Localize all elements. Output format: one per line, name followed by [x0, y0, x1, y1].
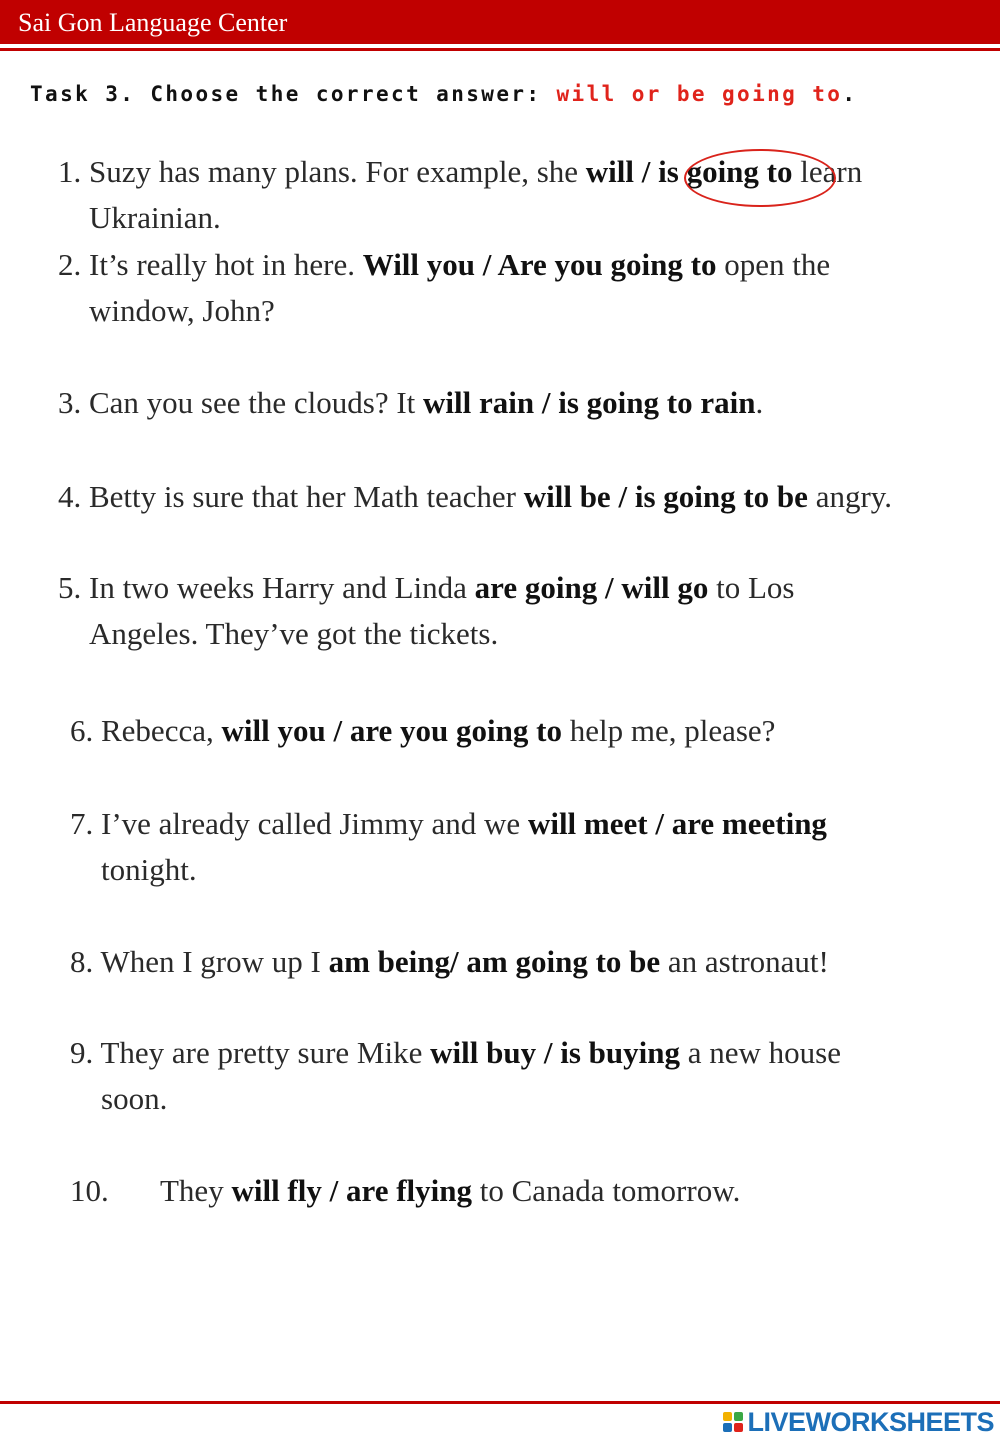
- question-8: [70, 939, 829, 985]
- option-1[interactable]: will meet: [527, 806, 648, 841]
- question-number: 4.: [58, 479, 82, 514]
- task-label: Task 3. Choose the correct answer:: [30, 82, 557, 106]
- option-separator: /: [634, 154, 659, 189]
- header-rule: [0, 48, 1000, 51]
- option-2[interactable]: is going to rain: [558, 385, 756, 420]
- question-continuation: Ukrainian.: [89, 200, 221, 235]
- option-separator: /: [536, 1035, 561, 1070]
- task-heading: [30, 82, 857, 106]
- question-7: [70, 801, 827, 893]
- question-text-end: learn: [792, 154, 863, 189]
- option-1[interactable]: will be: [523, 479, 611, 514]
- option-separator: /: [647, 806, 672, 841]
- question-6: [70, 708, 775, 754]
- question-number: 7.: [70, 806, 94, 841]
- question-text: They: [160, 1173, 232, 1208]
- option-separator: /: [321, 1173, 346, 1208]
- header-title: Sai Gon Language Center: [18, 8, 288, 37]
- task-end: .: [842, 82, 858, 106]
- question-continuation: window, John?: [89, 293, 275, 328]
- question-9: [70, 1030, 841, 1122]
- question-5: [58, 565, 794, 657]
- question-number: 1.: [58, 154, 82, 189]
- question-text: In two weeks Harry and Linda: [81, 570, 475, 605]
- option-separator: /: [610, 479, 635, 514]
- option-separator: /: [450, 944, 467, 979]
- footer-rule: [0, 1401, 1000, 1404]
- option-separator: /: [325, 713, 350, 748]
- question-text: I’ve already called Jimmy and we: [93, 806, 528, 841]
- option-2[interactable]: am going to be: [466, 944, 661, 979]
- option-2[interactable]: is going to be: [634, 479, 808, 514]
- question-3: [58, 380, 763, 426]
- task-highlight: will or be going to: [556, 82, 843, 106]
- question-text-end: .: [755, 385, 764, 420]
- option-1[interactable]: will: [585, 154, 635, 189]
- question-number: 8.: [70, 944, 94, 979]
- question-text: Suzy has many plans. For example, she: [81, 154, 586, 189]
- question-continuation: Angeles. They’ve got the tickets.: [89, 616, 499, 651]
- option-separator: /: [534, 385, 559, 420]
- option-1[interactable]: am being: [328, 944, 451, 979]
- question-number: 6.: [70, 713, 94, 748]
- option-separator: /: [597, 570, 622, 605]
- option-1[interactable]: will buy: [430, 1035, 537, 1070]
- question-number: 5.: [58, 570, 82, 605]
- question-2: [58, 242, 830, 334]
- question-text: Betty is sure that her Math teacher: [81, 479, 524, 514]
- option-1[interactable]: are going: [474, 570, 598, 605]
- question-continuation: tonight.: [101, 852, 197, 887]
- option-2[interactable]: are flying: [346, 1173, 472, 1208]
- option-2[interactable]: Are you going to: [497, 247, 717, 282]
- option-2[interactable]: is going to: [658, 154, 793, 189]
- question-text-end: open the: [716, 247, 831, 282]
- question-text: They are pretty sure Mike: [93, 1035, 431, 1070]
- question-10: [70, 1168, 740, 1214]
- option-2[interactable]: is buying: [560, 1035, 680, 1070]
- question-number: 10.: [70, 1173, 109, 1208]
- option-1[interactable]: will rain: [423, 385, 535, 420]
- question-number: 3.: [58, 385, 82, 420]
- question-text-end: angry.: [807, 479, 893, 514]
- question-number: 2.: [58, 247, 82, 282]
- option-1[interactable]: will fly: [231, 1173, 322, 1208]
- option-separator: /: [475, 247, 498, 282]
- liveworksheets-icon: [723, 1412, 743, 1432]
- option-2[interactable]: will go: [621, 570, 709, 605]
- option-1[interactable]: will you: [221, 713, 326, 748]
- question-number: 9.: [70, 1035, 94, 1070]
- option-2[interactable]: are meeting: [671, 806, 827, 841]
- brand-text: LIVEWORKSHEETS: [747, 1406, 994, 1437]
- answer-circle: [684, 149, 836, 207]
- option-1[interactable]: Will you: [362, 247, 476, 282]
- question-text: Rebecca,: [93, 713, 222, 748]
- option-2[interactable]: are you going to: [349, 713, 562, 748]
- question-4: [58, 474, 892, 520]
- question-text: When I grow up I: [93, 944, 329, 979]
- question-text: It’s really hot in here.: [81, 247, 363, 282]
- question-text-end: an astronaut!: [660, 944, 829, 979]
- question-continuation: soon.: [101, 1081, 168, 1116]
- brand-logo: [723, 1407, 994, 1437]
- question-text-end: to Canada tomorrow.: [472, 1173, 741, 1208]
- question-text-end: a new house: [679, 1035, 841, 1070]
- question-text-end: help me, please?: [561, 713, 776, 748]
- question-text-end: to Los: [708, 570, 795, 605]
- question-text: Can you see the clouds? It: [81, 385, 424, 420]
